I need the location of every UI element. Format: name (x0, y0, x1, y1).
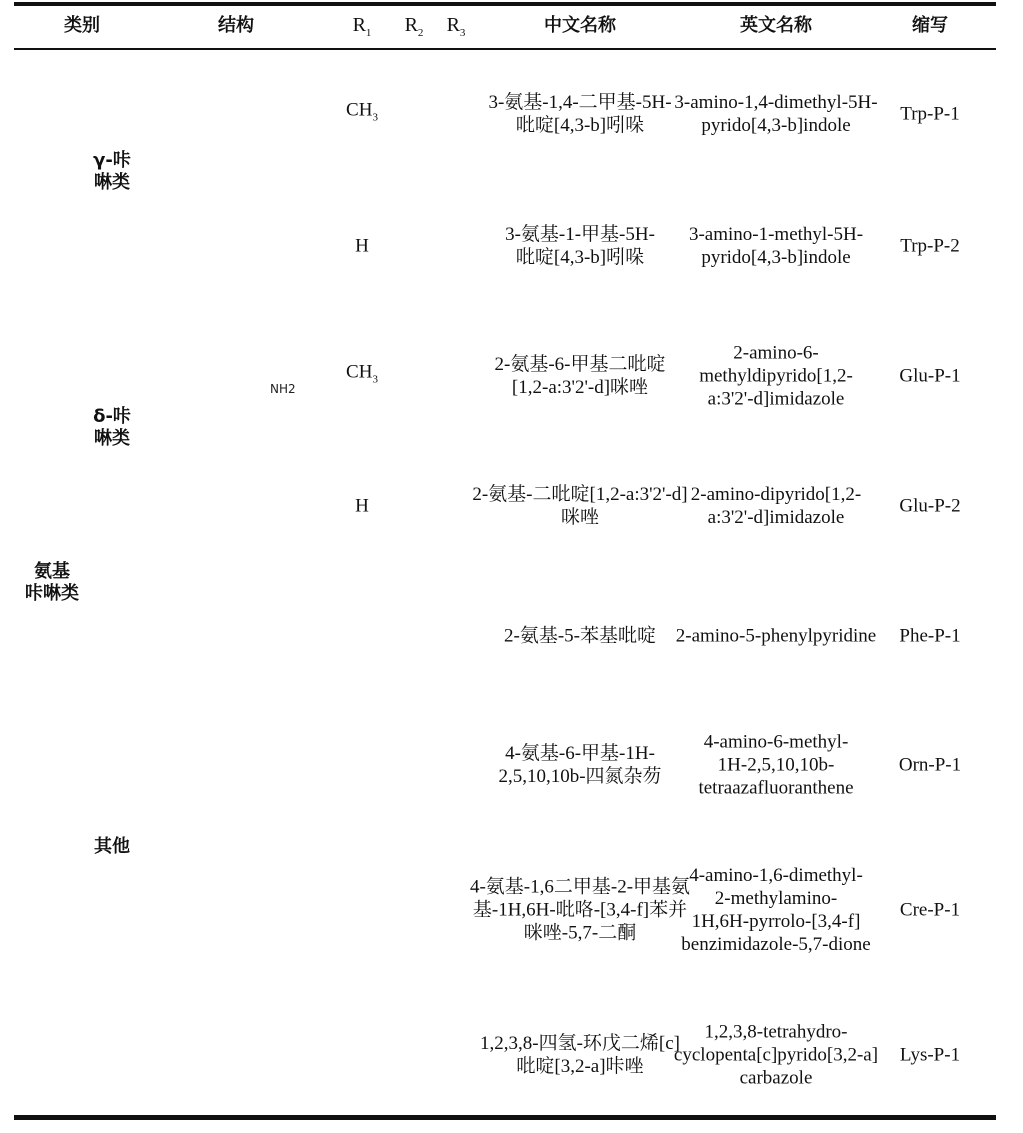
row-2-en-name: 3-amino-1-methyl-5H- pyrido[4,3-b]indole (688, 224, 864, 268)
category-amino-carbolines: 氨基 咔啉类 (25, 561, 79, 604)
row-7-cn-name: 4-氨基-1,6二甲基-2-甲基氨 基-1H,6H-吡咯-[3,4-f]苯并 咪唑-5,7-二酮 (469, 876, 691, 944)
structure-phe-p (150, 600, 320, 660)
row-6-en-name: 4-amino-6-methyl- 1H-2,5,10,10b- tetraazafluoranthene (698, 731, 854, 799)
row-8-en-name: 1,2,3,8-tetrahydro- cyclopenta[c]pyrido[3,2-a] carbazole (673, 1021, 879, 1089)
row-2-cn-name: 3-氨基-1-甲基-5H- 吡啶[4,3-b]吲哚 (505, 224, 655, 268)
category-other: 其他 (94, 836, 130, 857)
row-6-cn-name: 4-氨基-6-甲基-1H- 2,5,10,10b-四氮杂芴 (498, 743, 662, 787)
row-3-cn-name: 2-氨基-6-甲基二吡啶 [1,2-a:3'2'-d]咪唑 (494, 354, 666, 398)
category-delta-carboline: δ-咔 啉类 (93, 406, 131, 449)
structure-orn-p (150, 700, 320, 820)
row-2-r1: H (355, 235, 369, 257)
structure-trp-p (150, 122, 320, 222)
header-cn-name: 中文名称 (544, 15, 616, 36)
header-structure: 结构 (218, 15, 254, 36)
row-5-abbr: Phe-P-1 (899, 625, 961, 647)
header-r2: $R_2$ (404, 14, 424, 39)
row-1-abbr: Trp-P-1 (900, 103, 960, 125)
row-3-abbr: Glu-P-1 (899, 365, 961, 387)
structure-glu-p: NH2 (270, 382, 296, 396)
row-5-cn-name: 2-氨基-5-苯基吡啶 (504, 625, 656, 647)
row-4-en-name: 2-amino-dipyrido[1,2- a:3'2'-d]imidazole (690, 484, 862, 528)
row-6-abbr: Orn-P-1 (898, 754, 962, 776)
row-4-cn-name: 2-氨基-二吡啶[1,2-a:3'2'-d] 咪唑 (472, 484, 688, 528)
table-header-rule (14, 48, 996, 50)
header-r1: $R_1$ (352, 14, 372, 39)
row-8-abbr: Lys-P-1 (899, 1044, 961, 1066)
table-bottom-rule (14, 1115, 996, 1120)
row-1-cn-name: 3-氨基-1,4-二甲基-5H- 吡啶[4,3-b]吲哚 (488, 92, 672, 136)
category-gamma-carboline: γ-咔 啉类 (93, 150, 131, 193)
header-en-name: 英文名称 (740, 15, 812, 36)
row-7-abbr: Cre-P-1 (899, 899, 961, 921)
header-r3: $R_3$ (446, 14, 466, 39)
row-1-r1: $CH_3$ (346, 99, 378, 124)
table-top-rule (14, 2, 996, 6)
row-1-en-name: 3-amino-1,4-dimethyl-5H- pyrido[4,3-b]indole (674, 92, 878, 136)
row-7-en-name: 4-amino-1,6-dimethyl- 2-methylamino- 1H,6H-pyrrolo-[3,4-f] benzimidazole-5,7-dione (681, 865, 871, 955)
row-8-cn-name: 1,2,3,8-四氢-环戊二烯[c] 吡啶[3,2-a]咔唑 (480, 1033, 680, 1077)
header-category: 类别 (64, 15, 100, 36)
row-3-en-name: 2-amino-6- methyldipyrido[1,2- a:3'2'-d]imidazole (699, 342, 853, 410)
header-abbr: 缩写 (912, 15, 948, 36)
row-4-abbr: Glu-P-2 (899, 495, 961, 517)
structure-cre-p (150, 850, 350, 960)
row-4-r1: H (355, 495, 369, 517)
row-2-abbr: Trp-P-2 (900, 235, 960, 257)
row-5-en-name: 2-amino-5-phenylpyridine (675, 625, 877, 647)
structure-lys-p (150, 1000, 320, 1105)
row-3-r1: $CH_3$ (346, 361, 378, 386)
